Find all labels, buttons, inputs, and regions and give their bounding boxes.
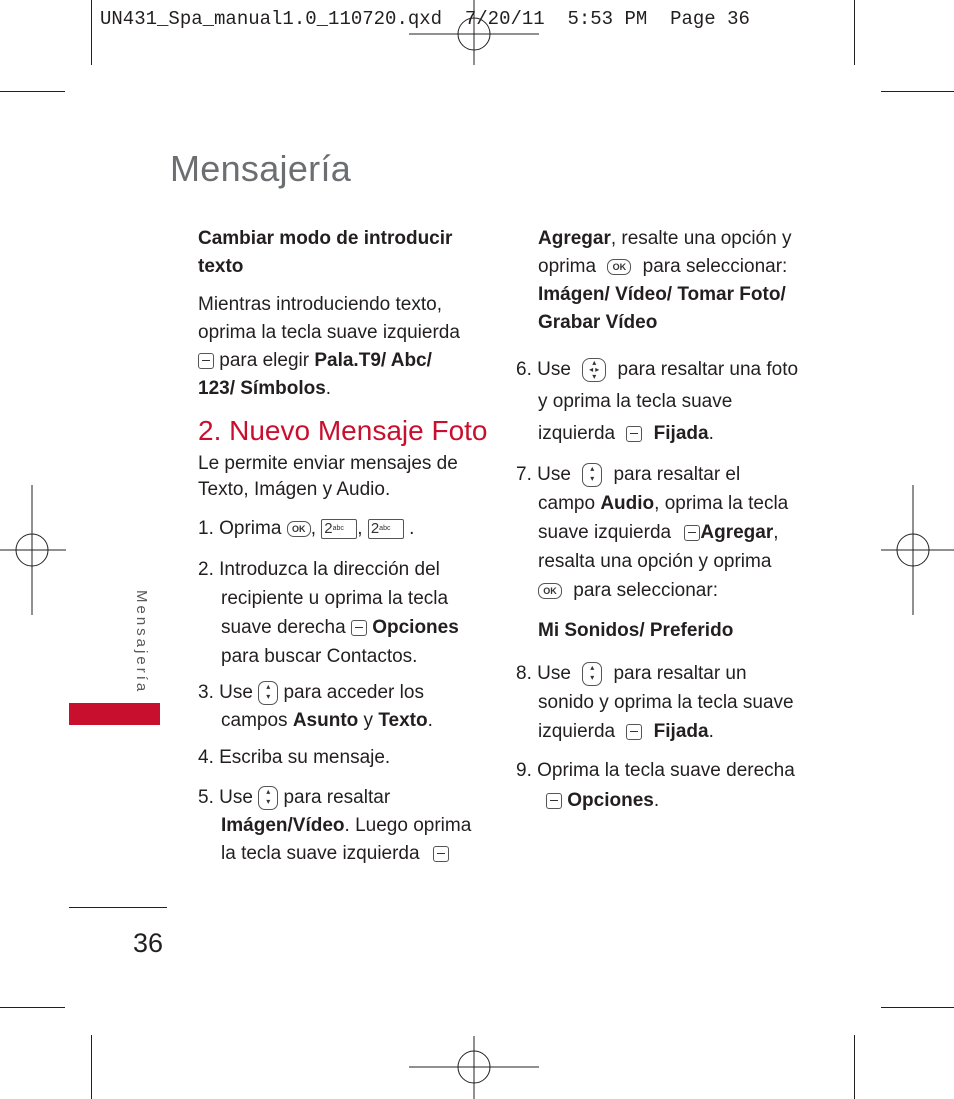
- crop-mark: [854, 1035, 855, 1099]
- text: ,: [357, 518, 363, 539]
- key-digit: 2: [370, 519, 380, 537]
- registration-mark-right: [881, 485, 954, 615]
- crop-mark: [881, 1007, 954, 1008]
- options: Grabar Vídeo: [538, 312, 658, 333]
- field-name: Texto: [378, 710, 428, 731]
- text: .: [427, 710, 433, 731]
- step-5-cont: [516, 225, 806, 337]
- text-line: 2. Introduzca la dirección del: [198, 559, 440, 580]
- text: . Luego oprima: [344, 815, 472, 836]
- right-softkey-icon: [546, 793, 562, 809]
- text-line: [516, 717, 806, 746]
- text-line: [198, 679, 488, 707]
- ok-key-icon: OK: [538, 583, 562, 599]
- text: .: [325, 378, 332, 399]
- side-section-label: Mensajería: [133, 590, 150, 695]
- text: 7. Use: [516, 464, 571, 485]
- text-line: Mientras introduciendo texto,: [198, 294, 442, 315]
- options: Mi Sonidos/ Preferido: [538, 620, 734, 641]
- text-line: Le permite enviar mensajes de: [198, 453, 458, 474]
- step-1: [198, 515, 488, 543]
- text-line: [516, 576, 806, 605]
- section-tab: [69, 703, 160, 725]
- step-9: [516, 756, 806, 816]
- text-line: [516, 460, 806, 489]
- step-8: [516, 659, 806, 746]
- text: oprima: [538, 256, 597, 277]
- text-line: recipiente u oprima la tecla: [221, 588, 449, 609]
- text-line: [516, 489, 806, 518]
- softkey-label: Fijada: [653, 721, 709, 742]
- text-line: [538, 253, 806, 281]
- text: para elegir: [219, 350, 310, 371]
- ok-key-icon: OK: [287, 521, 311, 537]
- softkey-label: Agregar: [538, 228, 611, 249]
- page-title: Mensajería: [170, 148, 352, 189]
- text-line: 9. Oprima la tecla suave derecha: [516, 760, 795, 781]
- text-line: y oprima la tecla suave: [538, 391, 733, 412]
- text-line: [198, 375, 488, 403]
- text: para resaltar un: [613, 663, 747, 684]
- ok-key-icon: OK: [607, 259, 631, 275]
- left-softkey-icon: [684, 525, 700, 541]
- text: campos: [221, 710, 288, 731]
- field-name: Audio: [600, 493, 655, 514]
- page-number: 36: [133, 928, 164, 958]
- text: y: [363, 710, 374, 731]
- registration-mark-bottom: [409, 1036, 539, 1099]
- crop-mark: [91, 0, 92, 65]
- text-line: [198, 707, 488, 735]
- text-line: [198, 812, 488, 840]
- text-line: sonido y oprima la tecla suave: [538, 692, 794, 713]
- text: la tecla suave izquierda: [221, 843, 420, 864]
- text: .: [653, 790, 660, 811]
- section-heading: 2. Nuevo Mensaje Foto: [198, 415, 488, 446]
- text: .: [409, 518, 415, 539]
- text: ,: [773, 522, 779, 543]
- text-line: [516, 659, 806, 688]
- text: suave izquierda: [538, 522, 672, 543]
- nav-updown-icon: ▴ ▾: [582, 662, 602, 686]
- crop-mark: [0, 1007, 65, 1008]
- step-6: [516, 354, 806, 450]
- right-softkey-icon: [351, 620, 367, 636]
- text: izquierda: [538, 423, 616, 444]
- text: para seleccionar:: [642, 256, 788, 277]
- paragraph: [198, 291, 488, 403]
- softkey-label: Opciones: [372, 617, 459, 638]
- text: ,: [310, 518, 316, 539]
- nav-updown-icon: ▴ ▾: [258, 681, 278, 705]
- key-2-icon: [321, 519, 357, 539]
- text-line: [198, 613, 488, 642]
- nav-updown-icon: ▴ ▾: [582, 463, 602, 487]
- text: , oprima la tecla: [654, 493, 789, 514]
- step-3: [198, 679, 488, 735]
- text: .: [708, 721, 714, 742]
- step-4: 4. Escriba su mensaje.: [198, 747, 391, 768]
- mode-options: 123/ Símbolos: [198, 378, 326, 399]
- subheading-cont: texto: [198, 256, 244, 277]
- options: Imágen/ Vídeo/ Tomar Foto/: [538, 284, 786, 305]
- right-column: [516, 225, 806, 816]
- key-letters: abc: [379, 524, 391, 532]
- crop-mark: [881, 91, 954, 92]
- text: 1. Oprima: [198, 518, 282, 539]
- text: para seleccionar:: [573, 580, 718, 601]
- text: .: [708, 423, 714, 444]
- text-line: [516, 518, 806, 547]
- text-line: [516, 418, 806, 450]
- text: suave derecha: [221, 617, 346, 638]
- text-line: [198, 347, 488, 375]
- text-line: resalta una opción y oprima: [538, 551, 772, 572]
- text: izquierda: [538, 721, 616, 742]
- intro-paragraph: [198, 451, 488, 503]
- left-softkey-icon: [626, 724, 642, 740]
- crop-mark: [854, 0, 855, 65]
- text-line: oprima la tecla suave izquierda: [198, 322, 460, 343]
- softkey-label: Fijada: [653, 423, 709, 444]
- text: 3. Use: [198, 682, 253, 703]
- text: para resaltar una foto: [617, 359, 799, 380]
- step-7: [516, 460, 806, 645]
- step-5: [198, 784, 488, 868]
- text: , resalte una opción y: [610, 228, 792, 249]
- mode-options: Pala.T9/ Abc/: [314, 350, 432, 371]
- step-2: [198, 555, 488, 671]
- text-line: [516, 354, 806, 386]
- text-line: para buscar Contactos.: [221, 646, 418, 667]
- footer-rule: [69, 907, 167, 908]
- softkey-label: Opciones: [567, 790, 654, 811]
- text-line: [198, 784, 488, 812]
- subheading: Cambiar modo de introducir: [198, 228, 453, 249]
- text: para resaltar: [283, 787, 391, 808]
- text-line: [516, 786, 806, 816]
- left-column: [198, 225, 488, 868]
- softkey-label: Agregar: [700, 522, 774, 543]
- key-2-icon: [368, 519, 404, 539]
- nav-updown-icon: ▴ ▾: [258, 786, 278, 810]
- text: para acceder los: [283, 682, 424, 703]
- text: 6. Use: [516, 359, 571, 380]
- left-softkey-icon: [626, 426, 642, 442]
- text: campo: [538, 493, 596, 514]
- crop-mark: [0, 91, 65, 92]
- field-name: Asunto: [292, 710, 359, 731]
- key-letters: abc: [332, 524, 344, 532]
- left-softkey-icon: [198, 353, 214, 369]
- text-line: [198, 840, 488, 868]
- text: 8. Use: [516, 663, 571, 684]
- key-digit: 2: [324, 519, 333, 537]
- option: Imágen/Vídeo: [221, 815, 345, 836]
- registration-mark-top: [409, 0, 539, 70]
- nav-4way-icon: ▴ ◂ ▸ ▾: [582, 358, 606, 382]
- crop-mark: [91, 1035, 92, 1099]
- text-line: [538, 225, 806, 253]
- text: para resaltar el: [613, 464, 741, 485]
- text: 5. Use: [198, 787, 253, 808]
- left-softkey-icon: [433, 846, 449, 862]
- registration-mark-left: [0, 485, 66, 615]
- text-line: Texto, Imágen y Audio.: [198, 479, 391, 500]
- print-slug: UN431_Spa_manual1.0_110720.qxd 7/20/11 5:53 PM Page 36: [100, 8, 750, 30]
